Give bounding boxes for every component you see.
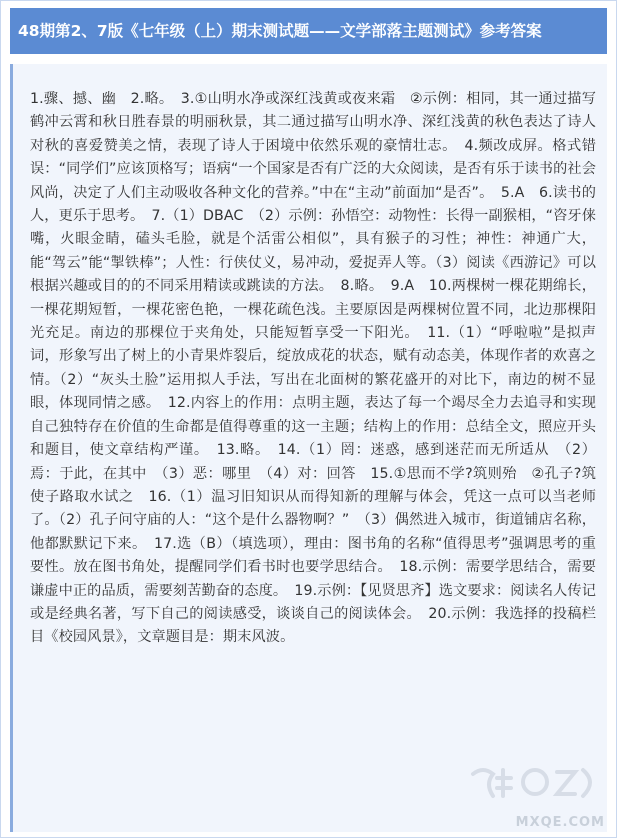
answer-body-text: 1.骤、撼、幽 2.略。 3.①山明水净或深红浅黄或夜来霜 ②示例：相同，其一通过描写鹤冲云霄和秋日胜春景的明丽秋景，其二通过描写山明水净、深红浅黄的秋色表达了诗人对秋的喜爱赞美之情，表现了诗人于困境中依然乐观的豪情壮志。 4.频改成屏。格式错误：“同学们”应该顶格写；语病“一个国家是否有广泛的大众阅读，是否有乐于读书的社会风尚，决定了人们主动吸收各种文化的营养。”中在“主动”前面加“是否”。 5.A 6.读书的人，更乐于思考。 7.（1）DBAC （2）示例：孙悟空：动物性：长得一副猴相，“咨牙俫嘴，火眼金睛，磕头毛脸，就是个活雷公相似”，具有猴子的习性；神性：神通广大，能“驾云”能“掣铁棒”；人性：行侠仗义，易冲动，爱捉弄人等。（3）阅读《西游记》可以根据兴趣或目的的不同采用精读或跳读的方法。 8.略。 9.A 10.两棵树一棵花期绵长，一棵花期短暂，一棵花密色艳，一棵花疏色浅。主要原因是两棵树位置不同，北边那棵阳光充足。南边的那棵位于夹角处，只能短暂享受一下阳光。 11.（1）“呼啦啦”是拟声词，形象写出了树上的小青果炸裂后，绽放成花的状态，赋有动态美，体现作者的欢喜之情。（2）“灰头土脸”运用拟人手法，写出在北面树的繁花盛开的对比下，南边的树不显眼，体现同情之感。 12.内容上的作用：点明主题，表达了每一个竭尽全力去追寻和实现自己独特存在价值的生命都是值得尊重的这一主题；结构上的作用：总结全文，照应开头和题目，使文章结构严谨。 13.略。 14.（1）罔：迷惑，感到迷茫而无所适从 （2）焉：于此，在其中 （3）恶：哪里 （4）对：回答 15.①思而不学?筑则殆 ②孔子?筑使子路取水试之 16.（1）温习旧知识从而得知新的理解与体会，凭这一点可以当老师了。（2）孔子问守庙的人：“这个是什么器物啊？” （3）偶然进入城市，街道铺店名称，他都默默记下来。 17.选（B）（填选项），理由：图书角的名称“值得思考”强调思考的重要性。放在图书角处，提醒同学们看书时也要学思结合。 18.示例：需要学思结合，需要谦虚中正的品质，需要刻苦勤奋的态度。 19.示例：【见贤思齐】选文要求：阅读名人传记或是经典名著，写下自己的阅读感受，谈谈自己的阅读体会。 20.示例：我选择的投稿栏目《校园风景》，文章题目是：期末风波。 bbox=[30, 91, 596, 646]
watermark-text: MXQE.COM bbox=[515, 815, 605, 830]
answer-key-title: 48期第2、7版《七年级（上）期末测试题——文学部落主题测试》参考答案 bbox=[10, 8, 607, 54]
